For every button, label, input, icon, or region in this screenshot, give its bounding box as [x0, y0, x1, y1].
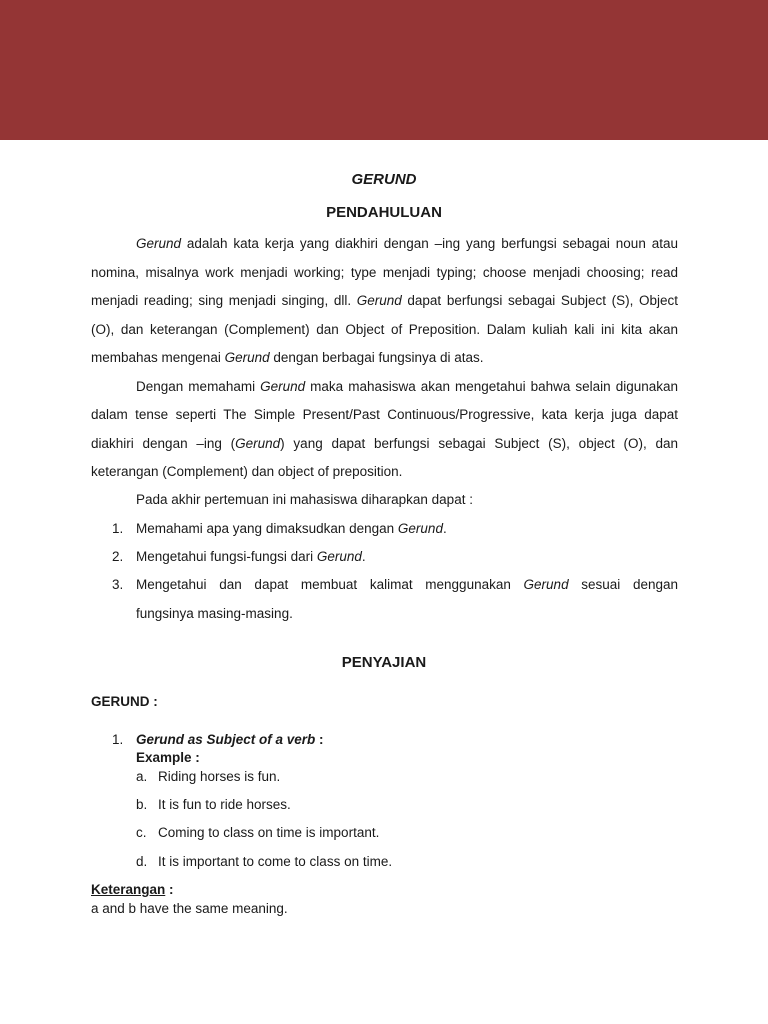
intro-p3-line: Pada akhir pertemuan ini mahasiswa diharapkan dapat :	[136, 492, 473, 507]
intro-p2-line: diakhiri dengan –ing (Gerund) yang dapat berfungsi sebagai Subject (S), object (O), dan	[91, 436, 678, 451]
document-page	[0, 140, 768, 1024]
example-sentence: It is fun to ride horses.	[158, 797, 291, 812]
intro-p2-line: keterangan (Complement) dan object of preposition.	[91, 464, 403, 479]
intro-p1-line: menjadi reading; sing menjadi singing, dll. Gerund dapat berfungsi sebagai Subject (S), Object	[91, 293, 678, 308]
intro-p1-line: membahas mengenai Gerund dengan berbagai fungsinya di atas.	[91, 350, 484, 365]
objective-number: 2.	[112, 549, 124, 564]
intro-p1-line: Gerund adalah kata kerja yang diakhiri dengan –ing yang berfungsi sebagai noun atau	[136, 236, 678, 251]
example-letter: d.	[136, 854, 148, 869]
note-heading: Keterangan :	[91, 882, 174, 897]
example-letter: c.	[136, 825, 147, 840]
objective-text: Mengetahui dan dapat membuat kalimat menggunakan Gerund sesuai dengan	[136, 577, 678, 592]
note-text: a and b have the same meaning.	[91, 901, 288, 916]
intro-p1-line: nomina, misalnya work menjadi working; type menjadi typing; choose menjadi choosing; read	[91, 265, 678, 280]
objective-number: 3.	[112, 577, 124, 592]
objective-text: fungsinya masing-masing.	[136, 606, 293, 621]
item-title: Gerund as Subject of a verb :	[136, 732, 324, 747]
intro-p2-line: dalam tense seperti The Simple Present/Past Continuous/Progressive, kata kerja juga dapat	[91, 407, 678, 422]
example-sentence: It is important to come to class on time.	[158, 854, 393, 869]
document-title: GERUND	[351, 171, 417, 188]
section-heading-pendahuluan: PENDAHULUAN	[326, 204, 442, 221]
objective-text: Memahami apa yang dimaksudkan dengan Gerund.	[136, 521, 447, 536]
example-sentence: Coming to class on time is important.	[158, 825, 380, 840]
item-number: 1.	[112, 732, 124, 747]
section-heading-penyajian: PENYAJIAN	[341, 654, 427, 671]
objective-text: Mengetahui fungsi-fungsi dari Gerund.	[136, 549, 366, 564]
example-letter: a.	[136, 769, 148, 784]
example-sentence: Riding horses is fun.	[158, 769, 281, 784]
gerund-label: GERUND :	[91, 694, 158, 709]
objective-number: 1.	[112, 521, 124, 536]
intro-p2-line: Dengan memahami Gerund maka mahasiswa akan mengetahui bahwa selain digunakan	[136, 379, 678, 394]
example-letter: b.	[136, 797, 148, 812]
example-label: Example :	[136, 750, 200, 765]
top-banner	[0, 0, 768, 140]
intro-p1-line: (O), dan keterangan (Complement) dan Object of Preposition. Dalam kuliah kali ini kita akan	[91, 322, 678, 337]
